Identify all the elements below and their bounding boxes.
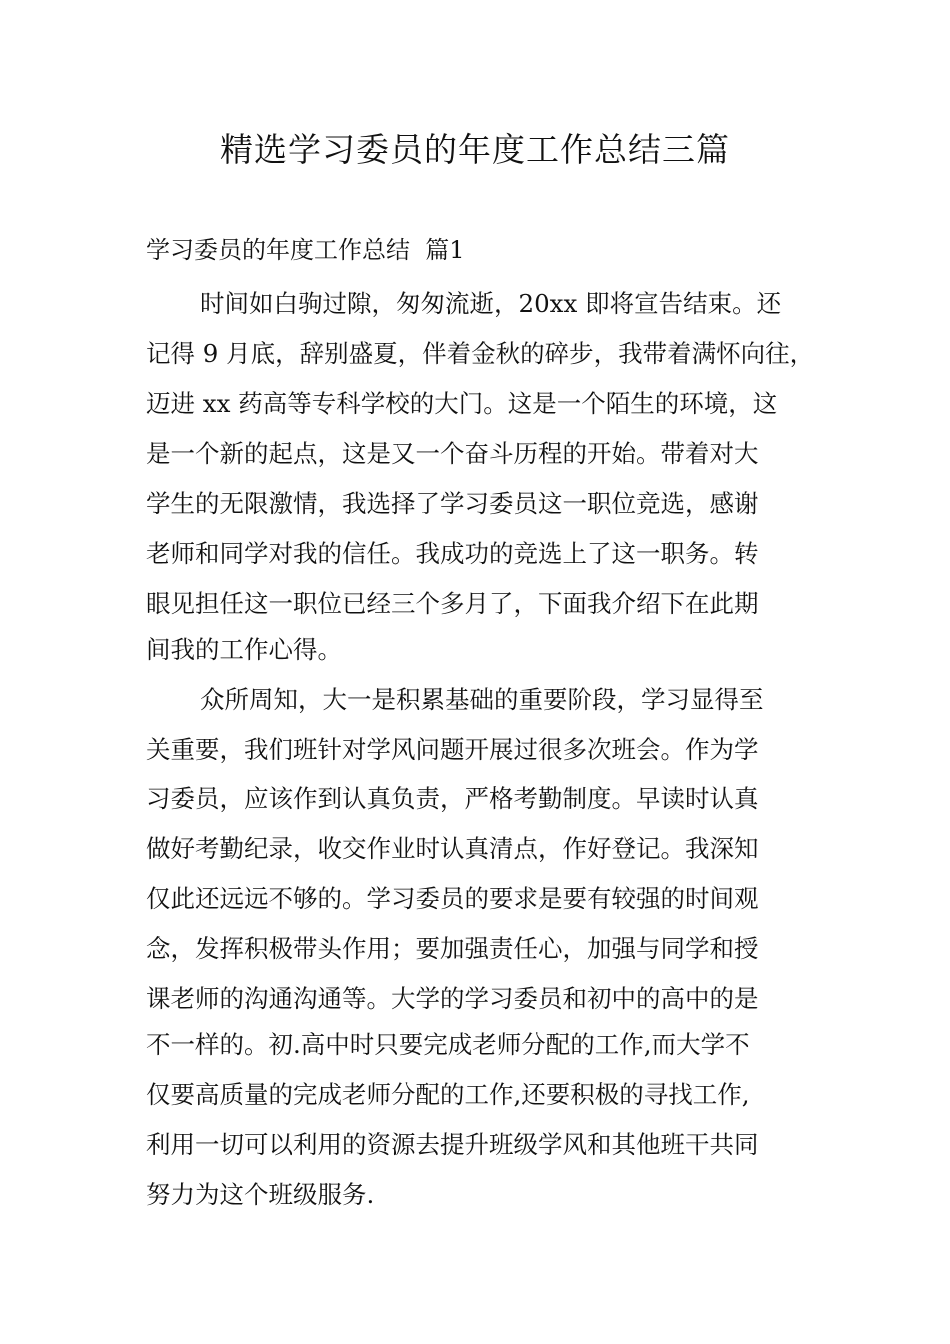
paragraph-2-line-6: 念，发挥积极带头作用；要加强责任心，加强与同学和授	[146, 934, 759, 963]
paragraph-2-line-7: 课老师的沟通沟通等。大学的学习委员和初中的高中的是	[146, 984, 759, 1013]
paragraph-2-line-2: 关重要，我们班针对学风问题开展过很多次班会。作为学	[146, 735, 759, 764]
paragraph-1-line-6: 老师和同学对我的信任。我成功的竞选上了这一职务。转	[146, 539, 759, 568]
paragraph-1-line-7: 眼见担任这一职位已经三个多月了，下面我介绍下在此期	[146, 589, 759, 618]
section-heading: 学习委员的年度工作总结 篇1	[146, 236, 465, 264]
paragraph-2-line-8: 不一样的。初.高中时只要完成老师分配的工作,而大学不	[146, 1030, 750, 1059]
paragraph-2-line-5: 仅此还远远不够的。学习委员的要求是要有较强的时间观	[146, 884, 759, 913]
paragraph-1-line-1: 时间如白驹过隙，匆匆流逝，20xx 即将宣告结束。还	[200, 289, 782, 318]
paragraph-2-line-10: 利用一切可以利用的资源去提升班级学风和其他班干共同	[146, 1130, 759, 1159]
paragraph-1-line-8: 间我的工作心得。	[146, 635, 342, 664]
paragraph-2-line-11: 努力为这个班级服务.	[146, 1180, 375, 1209]
paragraph-1-line-2: 记得 9 月底，辞别盛夏，伴着金秋的碎步，我带着满怀向往，	[146, 339, 815, 368]
paragraph-2-line-9: 仅要高质量的完成老师分配的工作,还要积极的寻找工作,	[146, 1080, 750, 1109]
paragraph-2-line-4: 做好考勤纪录，收交作业时认真清点，作好登记。我深知	[146, 834, 759, 863]
paragraph-1-line-4: 是一个新的起点，这是又一个奋斗历程的开始。带着对大	[146, 439, 759, 468]
paragraph-2-line-3: 习委员，应该作到认真负责，严格考勤制度。早读时认真	[146, 784, 759, 813]
paragraph-2-line-1: 众所周知，大一是积累基础的重要阶段，学习显得至	[200, 685, 764, 714]
paragraph-1-line-5: 学生的无限激情，我选择了学习委员这一职位竞选，感谢	[146, 489, 759, 518]
paragraph-1-line-3: 迈进 xx 药高等专科学校的大门。这是一个陌生的环境，这	[146, 389, 778, 418]
document-title: 精选学习委员的年度工作总结三篇	[220, 130, 730, 169]
